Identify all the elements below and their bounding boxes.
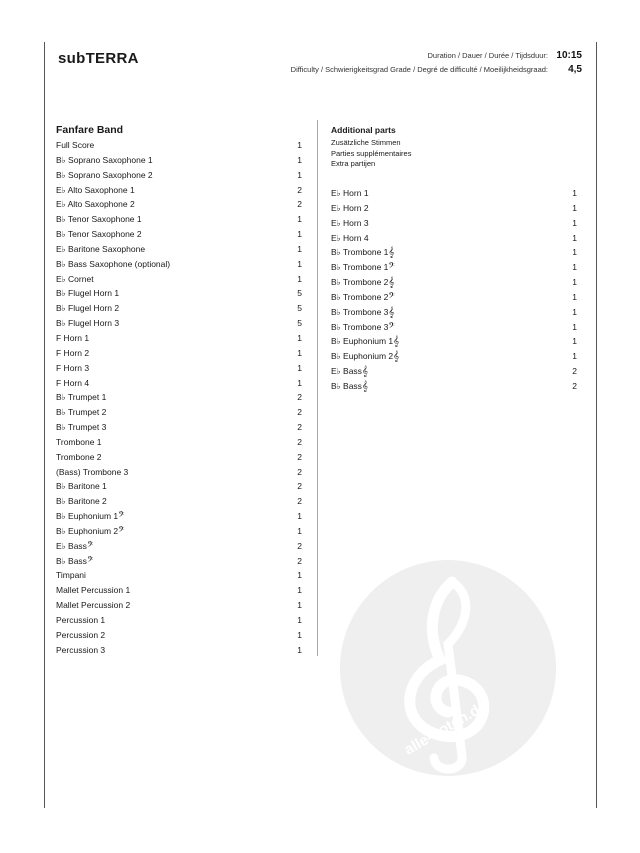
part-row bbox=[56, 628, 302, 643]
part-row bbox=[331, 379, 577, 394]
part-name bbox=[56, 613, 105, 628]
part-name bbox=[56, 242, 145, 257]
part-count: 1 bbox=[572, 202, 577, 213]
part-name bbox=[56, 361, 89, 376]
part-count: 1 bbox=[297, 362, 302, 373]
part-row bbox=[56, 153, 302, 168]
part-name-text: (Bass) Trombone 3 bbox=[56, 466, 129, 477]
part-name-text: B♭ Flugel Horn 1 bbox=[56, 288, 120, 299]
part-count: 1 bbox=[572, 188, 577, 198]
part-row bbox=[56, 183, 302, 198]
part-name bbox=[331, 334, 399, 349]
part-count: 1 bbox=[572, 291, 577, 302]
part-name-text: E♭ Cornet bbox=[56, 273, 94, 284]
right-margin-line bbox=[596, 42, 597, 808]
part-count: 1 bbox=[572, 306, 577, 317]
duration-label: Duration / Dauer / Durée / Tijdsduur: bbox=[427, 51, 548, 60]
part-count: 2 bbox=[297, 184, 302, 195]
part-row bbox=[56, 583, 302, 598]
part-name-text: Percussion 2 bbox=[56, 629, 106, 640]
part-name bbox=[56, 390, 106, 405]
part-count: 2 bbox=[297, 496, 302, 507]
part-name-text: B♭ Trumpet 1 bbox=[56, 392, 107, 403]
treble-clef-watermark-icon bbox=[340, 560, 556, 776]
treble-clef-icon: 𝄞 bbox=[388, 306, 395, 318]
part-count: 1 bbox=[572, 247, 577, 258]
part-name-text: B♭ Trombone 2 bbox=[331, 277, 389, 288]
part-row bbox=[56, 568, 302, 583]
part-count: 2 bbox=[297, 555, 302, 566]
part-name bbox=[56, 628, 105, 643]
part-name-text: Percussion 1 bbox=[56, 615, 106, 625]
part-count: 1 bbox=[297, 615, 302, 625]
part-row bbox=[331, 216, 577, 231]
part-name-text: Mallet Percussion 1 bbox=[56, 585, 131, 596]
part-row bbox=[56, 138, 302, 153]
part-name bbox=[56, 583, 130, 598]
part-name bbox=[56, 227, 142, 242]
part-name-text: B♭ Bass Saxophone (optional) bbox=[56, 258, 171, 269]
part-row bbox=[56, 479, 302, 494]
additional-parts-header bbox=[331, 125, 411, 170]
part-row bbox=[56, 227, 302, 242]
part-name bbox=[331, 260, 395, 275]
part-count: 1 bbox=[297, 525, 302, 536]
part-row bbox=[56, 316, 302, 331]
additional-parts-heading: Additional parts bbox=[331, 125, 396, 135]
part-row bbox=[56, 301, 302, 316]
part-name-text: B♭ Tenor Saxophone 2 bbox=[56, 229, 142, 240]
part-row bbox=[56, 494, 302, 509]
part-count: 5 bbox=[297, 303, 302, 314]
part-row bbox=[56, 331, 302, 346]
part-count: 2 bbox=[297, 392, 302, 403]
treble-clef-icon: 𝄞 bbox=[393, 351, 400, 363]
part-name-text: B♭ Trumpet 2 bbox=[56, 407, 107, 418]
part-name bbox=[331, 275, 394, 290]
part-count: 1 bbox=[572, 321, 577, 332]
part-name bbox=[56, 272, 94, 287]
part-name-text: B♭ Euphonium 1 bbox=[331, 336, 394, 347]
part-name-text: B♭ Euphonium 1 bbox=[56, 511, 119, 522]
part-row bbox=[56, 598, 302, 613]
part-name bbox=[56, 524, 125, 539]
part-name-text: E♭ Horn 2 bbox=[331, 202, 369, 213]
part-name-text: Trombone 2 bbox=[56, 451, 102, 462]
part-name-text: B♭ Trumpet 3 bbox=[56, 422, 107, 433]
part-count: 1 bbox=[297, 229, 302, 240]
difficulty-label: Difficulty / Schwierigkeitsgrad Grade / Degré de difficulté / Moeilijkheidsgraad: bbox=[290, 65, 548, 74]
part-row bbox=[331, 275, 577, 290]
part-count: 1 bbox=[297, 347, 302, 358]
part-count: 1 bbox=[297, 600, 302, 611]
part-name-text: B♭ Soprano Saxophone 1 bbox=[56, 154, 153, 165]
part-row bbox=[331, 231, 577, 246]
part-name-text: E♭ Horn 4 bbox=[331, 232, 369, 243]
bass-clef-icon: 𝄢 bbox=[388, 291, 395, 303]
part-row bbox=[56, 168, 302, 183]
bass-clef-icon: 𝄢 bbox=[118, 511, 125, 523]
part-count: 1 bbox=[297, 332, 302, 343]
part-name-text: F Horn 2 bbox=[56, 347, 90, 358]
part-row bbox=[56, 554, 302, 569]
part-count: 2 bbox=[297, 436, 302, 447]
part-name-text: B♭ Trombone 3 bbox=[331, 306, 389, 317]
part-name-text: Timpani bbox=[56, 570, 86, 581]
part-name bbox=[56, 168, 153, 183]
part-name bbox=[331, 320, 395, 335]
part-name bbox=[56, 465, 128, 480]
part-name bbox=[331, 216, 369, 231]
part-name-text: E♭ Horn 1 bbox=[331, 188, 369, 198]
part-count: 1 bbox=[297, 570, 302, 581]
part-name-text: B♭ Bass bbox=[331, 380, 362, 391]
additional-subtitle-de: Zusätzliche Stimmen bbox=[331, 138, 401, 147]
part-row bbox=[56, 613, 302, 628]
part-name bbox=[56, 494, 107, 509]
part-count: 2 bbox=[572, 366, 577, 377]
part-name bbox=[56, 212, 142, 227]
part-name bbox=[56, 435, 102, 450]
part-row bbox=[56, 643, 302, 658]
part-name-text: E♭ Alto Saxophone 2 bbox=[56, 199, 135, 210]
part-row bbox=[56, 376, 302, 391]
watermark-text: alle-noten.de bbox=[401, 697, 491, 759]
part-row bbox=[56, 361, 302, 376]
part-row bbox=[56, 286, 302, 301]
part-name bbox=[56, 568, 86, 583]
fanfare-band-heading: Fanfare Band bbox=[56, 124, 124, 136]
part-row bbox=[331, 245, 577, 260]
part-name bbox=[331, 379, 368, 394]
part-row bbox=[56, 465, 302, 480]
part-count: 1 bbox=[297, 377, 302, 388]
part-count: 1 bbox=[297, 585, 302, 596]
part-row bbox=[56, 257, 302, 272]
part-name bbox=[56, 405, 106, 420]
part-name bbox=[56, 257, 170, 272]
treble-clef-icon: 𝄞 bbox=[361, 380, 368, 392]
part-name-text: B♭ Euphonium 2 bbox=[56, 525, 119, 536]
part-name-text: E♭ Alto Saxophone 1 bbox=[56, 184, 135, 195]
part-count: 5 bbox=[297, 318, 302, 329]
difficulty-line bbox=[291, 64, 582, 75]
part-name bbox=[56, 183, 135, 198]
part-count: 1 bbox=[297, 511, 302, 522]
part-name-text: Mallet Percussion 2 bbox=[56, 600, 131, 611]
part-row bbox=[331, 334, 577, 349]
part-count: 1 bbox=[572, 351, 577, 362]
part-row bbox=[56, 509, 302, 524]
part-name-text: Percussion 3 bbox=[56, 644, 106, 655]
bass-clef-icon: 𝄢 bbox=[118, 525, 125, 537]
part-row bbox=[56, 405, 302, 420]
part-name bbox=[331, 201, 369, 216]
part-row bbox=[56, 539, 302, 554]
part-name bbox=[56, 509, 125, 524]
part-name-text: B♭ Soprano Saxophone 2 bbox=[56, 169, 153, 180]
part-name-text: B♭ Flugel Horn 3 bbox=[56, 318, 120, 329]
part-name bbox=[56, 479, 107, 494]
part-name bbox=[56, 450, 102, 465]
part-row bbox=[331, 349, 577, 364]
bass-clef-icon: 𝄢 bbox=[388, 262, 395, 274]
treble-clef-icon: 𝄞 bbox=[393, 336, 400, 348]
part-count: 1 bbox=[297, 214, 302, 225]
part-row bbox=[56, 212, 302, 227]
part-count: 1 bbox=[572, 336, 577, 347]
part-name bbox=[331, 290, 395, 305]
part-name-text: Full Score bbox=[56, 140, 95, 150]
part-row bbox=[56, 242, 302, 257]
part-count: 1 bbox=[297, 273, 302, 284]
treble-clef-icon: 𝄞 bbox=[388, 247, 395, 259]
part-row bbox=[56, 390, 302, 405]
part-count: 1 bbox=[572, 232, 577, 243]
part-name-text: E♭ Horn 3 bbox=[331, 217, 369, 228]
additional-subtitle-nl: Extra partijen bbox=[331, 159, 376, 168]
part-row bbox=[56, 524, 302, 539]
part-name-text: B♭ Flugel Horn 2 bbox=[56, 303, 120, 314]
part-name-text: B♭ Bass bbox=[56, 555, 87, 566]
part-row bbox=[331, 320, 577, 335]
part-name-text: B♭ Tenor Saxophone 1 bbox=[56, 214, 142, 225]
part-name bbox=[331, 186, 369, 201]
treble-clef-icon: 𝄞 bbox=[388, 277, 395, 289]
part-name bbox=[56, 286, 119, 301]
part-count: 2 bbox=[297, 199, 302, 210]
part-count: 1 bbox=[572, 277, 577, 288]
part-row bbox=[331, 186, 577, 201]
part-row bbox=[331, 305, 577, 320]
part-name-text: F Horn 4 bbox=[56, 377, 90, 388]
part-name-text: B♭ Trombone 1 bbox=[331, 262, 389, 273]
part-name bbox=[331, 231, 369, 246]
part-name bbox=[331, 349, 399, 364]
part-count: 1 bbox=[297, 258, 302, 269]
part-count: 2 bbox=[297, 466, 302, 477]
part-row bbox=[331, 290, 577, 305]
part-name bbox=[56, 554, 93, 569]
part-name bbox=[331, 364, 368, 379]
part-count: 2 bbox=[297, 407, 302, 418]
part-name-text: B♭ Baritone 1 bbox=[56, 481, 107, 492]
bass-clef-icon: 𝄢 bbox=[86, 540, 94, 552]
part-name bbox=[56, 138, 94, 153]
part-row bbox=[56, 420, 302, 435]
part-name bbox=[331, 305, 394, 320]
additional-parts-list bbox=[331, 186, 577, 394]
part-count: 1 bbox=[297, 140, 302, 150]
part-name bbox=[56, 301, 119, 316]
part-name bbox=[56, 346, 89, 361]
part-count: 2 bbox=[297, 540, 302, 551]
left-margin-line bbox=[44, 42, 45, 808]
part-count: 1 bbox=[572, 262, 577, 273]
part-count: 1 bbox=[297, 169, 302, 180]
bass-clef-icon: 𝄢 bbox=[86, 555, 94, 567]
part-count: 5 bbox=[297, 288, 302, 299]
fanfare-parts-list bbox=[56, 138, 302, 658]
part-name bbox=[56, 643, 105, 658]
part-row bbox=[331, 364, 577, 379]
part-name-text: B♭ Baritone 2 bbox=[56, 496, 107, 507]
duration-line bbox=[428, 50, 582, 61]
difficulty-value: 4,5 bbox=[568, 64, 582, 75]
part-name-text: B♭ Euphonium 2 bbox=[331, 351, 394, 362]
bass-clef-icon: 𝄢 bbox=[388, 321, 395, 333]
part-name bbox=[56, 316, 119, 331]
part-count: 2 bbox=[297, 422, 302, 433]
duration-value: 10:15 bbox=[556, 50, 582, 61]
part-name-text: E♭ Bass bbox=[56, 540, 87, 551]
part-name bbox=[331, 245, 394, 260]
part-count: 2 bbox=[572, 380, 577, 391]
part-name bbox=[56, 598, 130, 613]
part-count: 1 bbox=[297, 154, 302, 165]
part-count: 2 bbox=[297, 451, 302, 462]
part-row bbox=[331, 201, 577, 216]
part-name-text: E♭ Baritone Saxophone bbox=[56, 243, 146, 254]
part-row bbox=[56, 346, 302, 361]
part-row bbox=[56, 435, 302, 450]
part-name bbox=[56, 197, 135, 212]
additional-subtitle-fr: Parties supplémentaires bbox=[331, 148, 412, 158]
part-count: 2 bbox=[297, 481, 302, 492]
part-name bbox=[56, 539, 93, 554]
part-name bbox=[56, 331, 89, 346]
part-count: 1 bbox=[297, 644, 302, 655]
part-name-text: F Horn 3 bbox=[56, 362, 90, 373]
part-name bbox=[56, 420, 106, 435]
treble-clef-icon: 𝄞 bbox=[361, 366, 368, 378]
part-row bbox=[56, 450, 302, 465]
page-title: subTERRA bbox=[58, 50, 139, 67]
part-name-text: B♭ Trombone 1 bbox=[331, 247, 389, 258]
part-row bbox=[56, 197, 302, 212]
part-name-text: E♭ Bass bbox=[331, 366, 362, 377]
part-name-text: Trombone 1 bbox=[56, 436, 102, 447]
part-name-text: F Horn 1 bbox=[56, 332, 90, 343]
part-name-text: B♭ Trombone 2 bbox=[331, 291, 389, 302]
part-count: 1 bbox=[297, 243, 302, 254]
column-divider bbox=[317, 120, 318, 656]
part-name bbox=[56, 376, 89, 391]
part-row bbox=[331, 260, 577, 275]
part-name-text: B♭ Trombone 3 bbox=[331, 321, 389, 332]
part-row bbox=[56, 272, 302, 287]
part-count: 1 bbox=[297, 629, 302, 640]
part-count: 1 bbox=[572, 217, 577, 228]
part-name bbox=[56, 153, 153, 168]
